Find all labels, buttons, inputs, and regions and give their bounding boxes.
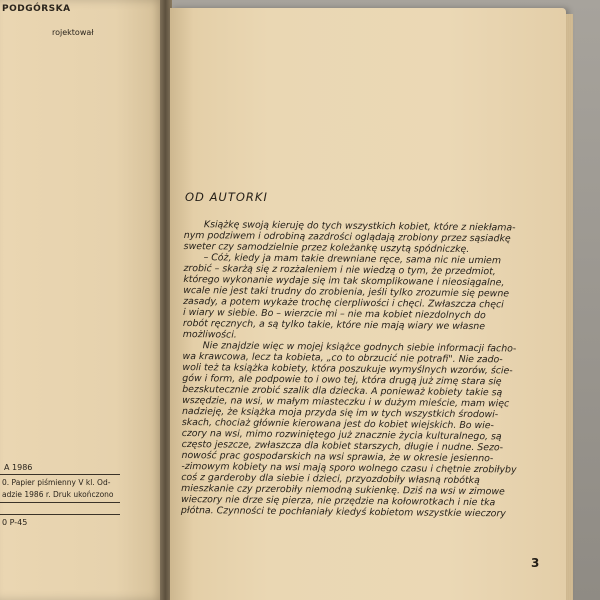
text-line: często jeszcze, zwłaszcza dla kobiet starszych, długie i nudne. Sezo- <box>181 438 504 454</box>
text-line: robót ręcznych, a są tylko takie, które nie mają wiary we własne <box>182 317 486 333</box>
text-line: nadzieję, że książka moja przyda się im w tych wszystkich środowi- <box>181 405 499 421</box>
page-edges <box>566 14 573 600</box>
text-line: zasady, a potem wykaże trochę cierpliwości i chęci. Zwłaszcza chęci <box>183 295 504 311</box>
paper-info: 0. Papier piśmienny V kl. Od- <box>2 478 111 487</box>
text-line: coś z garderoby dla siebie i dzieci, przyozdobiły własną robótką <box>181 471 480 487</box>
text-line: płótna. Czynności te pochłaniały kiedyś kobietom wszystkie wieczory <box>180 504 506 520</box>
text-line: wszędzie, na wsi, w małym miasteczku i w dużym mieście, mam więc <box>182 394 510 410</box>
text-line: Nie znajdzie więc w mojej książce godnych siebie informacji facho- <box>202 340 517 355</box>
text-line: wa krawcowa, lecz ta kobieta, „co to obrzucić nie potrafi". Nie zado- <box>182 350 503 366</box>
text-line: możliwości. <box>182 328 237 341</box>
left-page <box>0 0 165 600</box>
text-line: nowość prac gospodarskich na wsi sprawia, że w okresie jesienno- <box>181 449 494 465</box>
text-line: czory na wsi, mimo rozwiniętego już znacznie życia kulturalnego, są <box>181 427 502 443</box>
designer-credit: rojektował <box>52 28 94 37</box>
text-line: gów i form, ale podpowie to i owo tej, która drugą już zimę stara się <box>182 372 502 388</box>
text-line: sweter czy samodzielnie przez koleżankę uszytą spódniczkę. <box>183 240 470 255</box>
text-line: nym podziwem i odrobiną zazdrości oglądają zrobiony przez sąsiadkę <box>183 229 511 245</box>
text-line: mieszkanie czy przerobiły niemodną sukienkę. Dziś na wsi w zimowe <box>181 482 505 498</box>
divider-rule <box>0 514 120 515</box>
text-line: skach, chociaż głównie kierowana jest do kobiet wiejskich. Bo wie- <box>181 416 494 432</box>
text-line: wcale nie jest taki trudny do zrobienia, jeśli tylko zrozumie się pewne <box>183 284 510 300</box>
page-number: 3 <box>531 556 540 570</box>
print-info: adzie 1986 r. Druk ukończono <box>2 490 114 499</box>
text-line: którego wykonanie wydaje się im tak skomplikowane i nieosiągalne, <box>183 273 505 289</box>
text-line: – Cóż, kiedy ja mam takie drewniane ręce, sama nic nie umiem <box>203 252 502 267</box>
edition-year: A 1986 <box>4 463 33 472</box>
divider-rule <box>0 474 120 475</box>
text-line: Książkę swoją kieruję do tych wszystkich kobiet, które z niekłama- <box>203 219 516 234</box>
text-line: i wiary w siebie. Bo – wierzcie mi – nie ma kobiet niezdolnych do <box>182 306 486 322</box>
text-line: bezskutecznie zrobić szalik dla dziecka. A ponieważ kobiety takie są <box>182 383 503 399</box>
text-line: wieczory nie drze się pierza, nie przędzie na kołowrotkach i nie tka <box>181 493 496 509</box>
divider-rule <box>0 502 120 503</box>
order-code: 0 P-45 <box>2 518 28 527</box>
text-line: woli też ta książka kobiety, która poszukuje wymyślnych wzorów, ście- <box>182 361 513 377</box>
body-text <box>181 219 540 520</box>
left-page-header: PODGÓRSKA <box>2 4 71 14</box>
text-line: -zimowym kobiety na wsi mają sporo wolnego czasu i chętnie zrobiłyby <box>181 460 517 476</box>
section-title: OD AUTORKI <box>185 190 268 204</box>
text-line: zrobić – skarżą się z rozżaleniem i nie wiedzą o tym, że przedmiot, <box>183 262 496 278</box>
